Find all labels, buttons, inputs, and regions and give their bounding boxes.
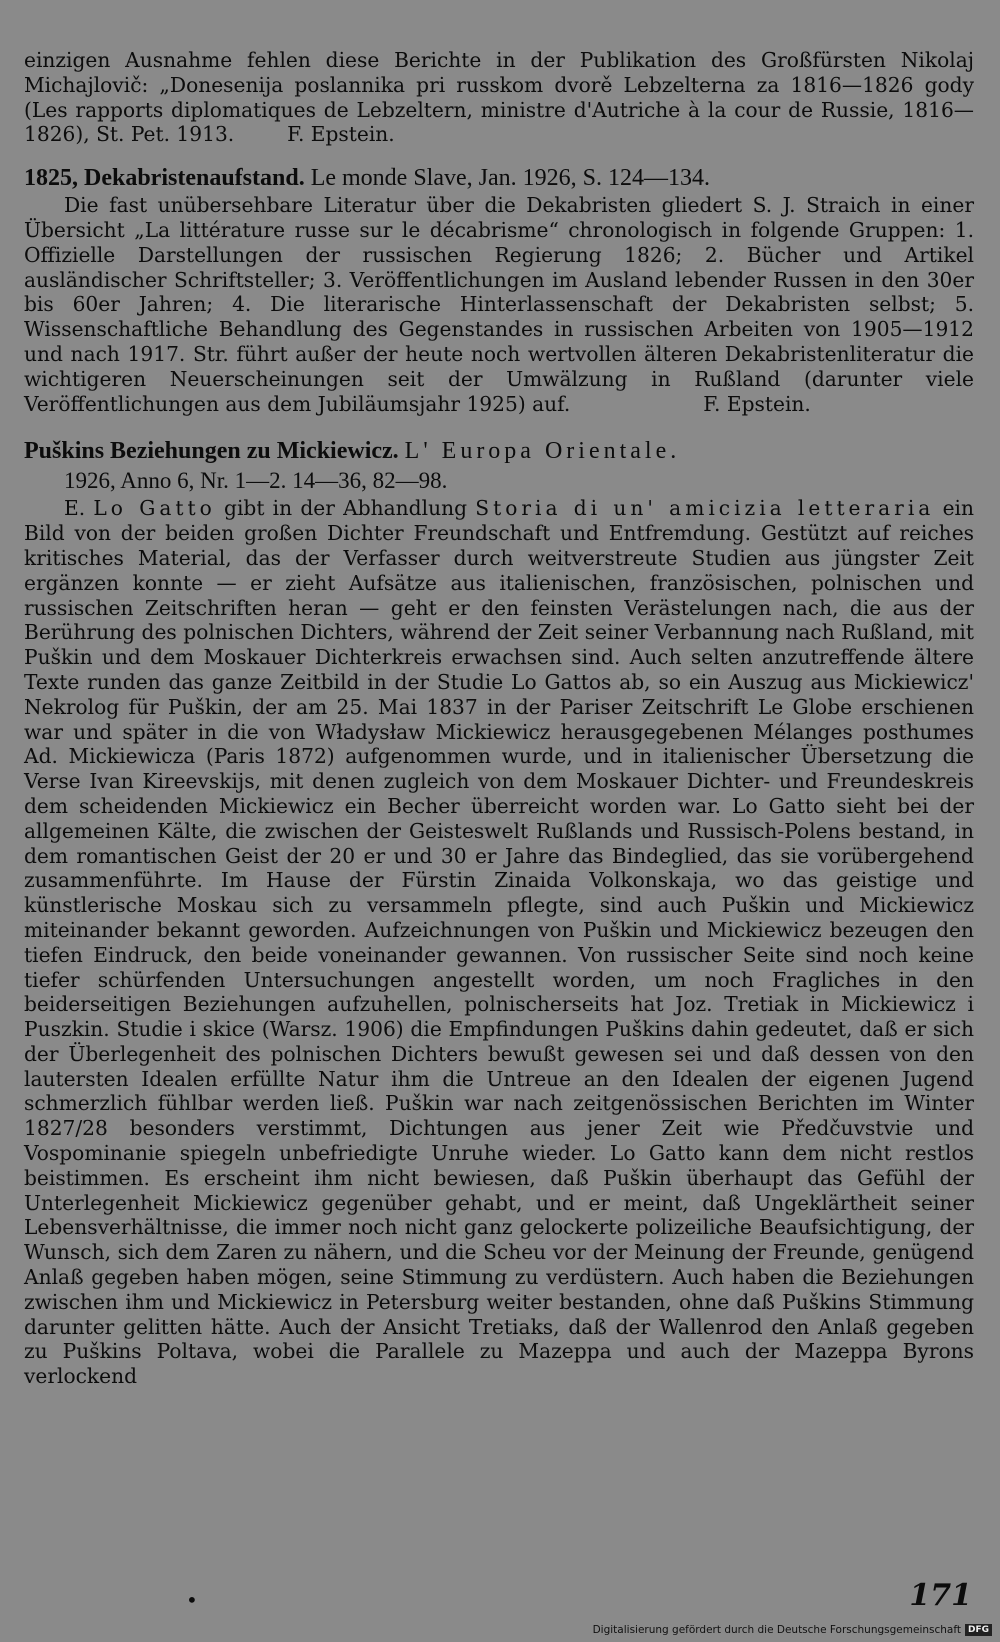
section-signature: F. Epstein. xyxy=(703,391,811,416)
section-dekabristen xyxy=(24,163,974,416)
section-body xyxy=(24,193,974,416)
digitization-footer xyxy=(593,1624,992,1636)
intro-text: einzigen Ausnahme fehlen diese Berichte in der Publikation des Großfürsten Nikolaj Michajlovič: „Donesenija poslannika pri russkom dvorě Lebzelterna za 1816—1826 gody (Les rapports diplomatiques de Lebzeltern, ministre d'Autriche à la cour de Russie, 1816—1826), St. Pet. 1913. xyxy=(24,48,974,147)
section-heading xyxy=(24,436,974,466)
section-journal: L' Europa Orientale. xyxy=(404,438,681,465)
section-body-text: ein Bild von der beiden großen Dichter Freundschaft und Entfremdung. Gestützt auf reiches kritisches Material, das der Verfasser durch weitverstreute Studien aus jüngster Zeit ergänzen konnte — er zieht Aufsätze aus italienischen, französischen, polnischen und russischen Zeitschriften heran — geht er den feinsten Verästelungen nach, die aus der Berührung des polnischen Dichters, während der Zeit seiner Verbannung nach Rußland, mit Puškin und dem Moskauer Dichterkreis erwachsen sind. Auch selten anzutreffende ältere Texte runden das ganze Zeitbild in der Studie Lo Gattos ab, so ein Auszug aus Mickiewicz' Nekrolog für Puškin, der am 25. Mai 1837 in der Pariser Zeitschrift Le Globe erschienen war und später in die von Władysław Mickiewicz herausgegebenen Mélanges posthumes Ad. Mickiewicza (Paris 1872) aufgenommen wurde, und in italienischer Übersetzung die Verse Ivan Kireevskijs, mit denen zugleich von dem Moskauer Dichter- und Freundeskreis dem scheidenden Mickiewicz ein Becher überreicht worden war. Lo Gatto sieht bei der allgemeinen Kälte, die zwischen der Geisteswelt Rußlands und Russisch-Polens bestand, in dem romantischen Geist der 20 er und 30 er Jahre das Bindeglied, das sie vorübergehend zusammenführte. Im Hause der Fürstin Zinaida Volkonskaja, wo das geistige und künstlerische Moskau sich zu versammeln pflegte, sind auch Puškin und Mickiewicz miteinander bekannt geworden. Aufzeichnungen von Puškin und Mickiewicz bezeugen den tiefen Eindruck, den beide voneinander gewannen. Von russischer Seite sind noch keine tiefer schürfenden Untersuchungen angestellt worden, um noch Fragliches in den beiderseitigen Beziehungen aufzuhellen, polnischerseits hat Joz. Tretiak in Mickiewicz i Puszkin. Studie i skice (Warsz. 1906) die Empfindungen Puškins dahin gedeutet, daß er sich der Überlegenheit des polnischen Dichters bewußt gewesen sei und daß dessen von den lautersten Idealen erfüllte Natur ihm die Untreue an den Idealen der eigenen Jugend schmerzlich fühlbar werden ließ. Puškin war nach zeitgenössischen Berichten im Winter 1827/28 besonders verstimmt, Dichtungen aus jener Zeit wie Předčuvstvie und Vospominanie spiegeln unbefriedigte Unruhe wieder. Lo Gatto kann dem nicht restlos beistimmen. Es erscheint ihm nicht bewiesen, daß Puškin überhaupt das Gefühl der Unterlegenheit Mickiewicz gegenüber gehabt, und er meint, daß Ungeklärtheit seiner Lebensverhältnisse, die immer noch nicht ganz gelockerte polizeiliche Beaufsichtigung, der Wunsch, sich dem Zaren zu nähern, und die Scheu vor der Meinung der Freunde, genügend Anlaß gegeben haben mögen, seine Stimmung zu verdüstern. Auch haben die Beziehungen zwischen ihm und Mickiewicz in Petersburg weiter bestanden, ohne daß Puškins Stimmung darunter gelitten hätte. Auch der Ansicht Tretiaks, daß der Wallenrod den Anlaß gegeben zu Puškins Poltava, wobei die Parallele zu Mazeppa und auch der Mazeppa Byrons verlockend xyxy=(24,496,974,1389)
section-source: Le monde Slave, Jan. 1926, S. 124—134. xyxy=(310,165,710,192)
page-number: 171 xyxy=(909,1578,972,1613)
intro-signature: F. Epstein. xyxy=(287,122,395,147)
lead-text: gibt in der Abhandlung xyxy=(224,496,467,521)
section-title: 1825, Dekabristenaufstand. xyxy=(24,165,305,192)
section-body-text: Die fast unübersehbare Literatur über die Dekabristen gliedert S. J. Straich in einer Übersicht „La littérature russe sur le décabrisme“ chronologisch in folgende Gruppen: 1. Offizielle Darstellungen der russischen Regierung 1826; 2. Bücher und Artikel ausländischer Schriftsteller; 3. Veröffentlichungen im Ausland lebender Russen in den 30er bis 60er Jahren; 4. Die literarische Hinterlassenschaft der Dekabristen selbst; 5. Wissenschaftliche Behandlung des Gegenstandes in russischen Arbeiten von 1905—1912 und nach 1917. Str. führt außer der heute noch wertvollen älteren Dekabristenliteratur die wichtigeren Neuerscheinungen seit der Umwälzung in Rußland (darunter viele Veröffentlichungen aus dem Jubiläumsjahr 1925) auf. xyxy=(24,193,974,416)
section-heading xyxy=(24,163,974,193)
author-name: Lo Gatto xyxy=(93,496,216,521)
author-lead: E. xyxy=(64,496,86,521)
page-content xyxy=(24,48,974,1389)
stray-mark: • xyxy=(186,1588,198,1612)
section-puskin xyxy=(24,436,974,1389)
intro-paragraph xyxy=(24,48,974,147)
footer-text: Digitalisierung gefördert durch die Deutsche Forschungsgemeinschaft xyxy=(592,1624,961,1636)
section-title: Puškins Beziehungen zu Mickiewicz. xyxy=(24,438,399,465)
work-title: Storia di un' amicizia letteraria xyxy=(475,496,935,521)
section-body xyxy=(24,496,974,1389)
dfg-logo: DFG xyxy=(965,1624,992,1636)
section-source-details: 1926, Anno 6, Nr. 1—2. 14—36, 82—98. xyxy=(64,468,448,494)
